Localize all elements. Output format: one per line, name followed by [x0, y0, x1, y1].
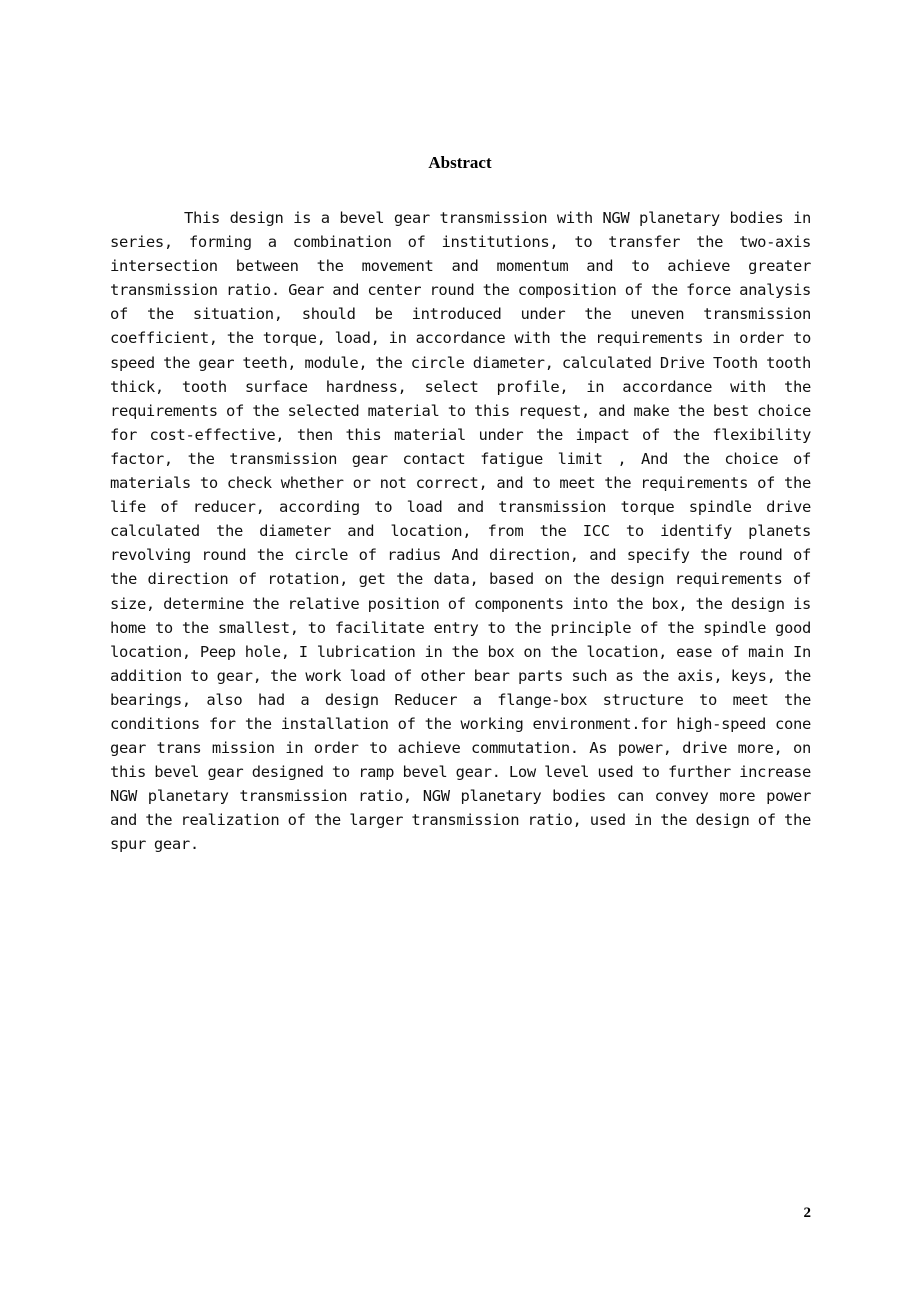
abstract-paragraph: This design is a bevel gear transmission with NGW planetary bodies in series, forming a combination of institutions, to transfer the two-axis intersection between the movement and momentum and to achieve greater transmission ratio. Gear and center round the composition of the force analysis of the situation, should be introduced under the uneven transmission coefficient, the torque, load, in accordance with the requirements in order to speed the gear teeth, module, the circle diameter, calculated Drive Tooth tooth thick, tooth surface hardness, select profile, in accordance with the requirements of the selected material to this request, and make the best choice for cost-effective, then this material under the impact of the flexibility factor, the transmission gear contact fatigue limit , And the choice of materials to check whether or not correct, and to meet the requirements of the life of reducer, according to load and transmission torque spindle drive calculated the diameter and location, from the ICC to identify planets revolving round the circle of radius And direction, and specify the round of the direction of rotation, get the data, based on the design requirements of size, determine the relative position of components into the box, the design is home to the smallest, to facilitate entry to the principle of the spindle good location, Peep hole, I lubrication in the box on the location, ease of main In addition to gear, the work load of other bear parts such as the axis, keys, the bearings, also had a design Reducer a flange-box structure to meet the conditions for the installation of the working environment.for high-speed cone gear trans mission in order to achieve commutation. As power, drive more, on this bevel gear designed to ramp bevel gear. Low level used to further increase NGW planetary transmission ratio, NGW planetary bodies can convey more power and the realization of the larger transmission ratio, used in the design of the spur gear.	[110, 209, 811, 854]
page-number: 2	[803, 1205, 811, 1221]
abstract-title: Abstract	[428, 153, 492, 172]
